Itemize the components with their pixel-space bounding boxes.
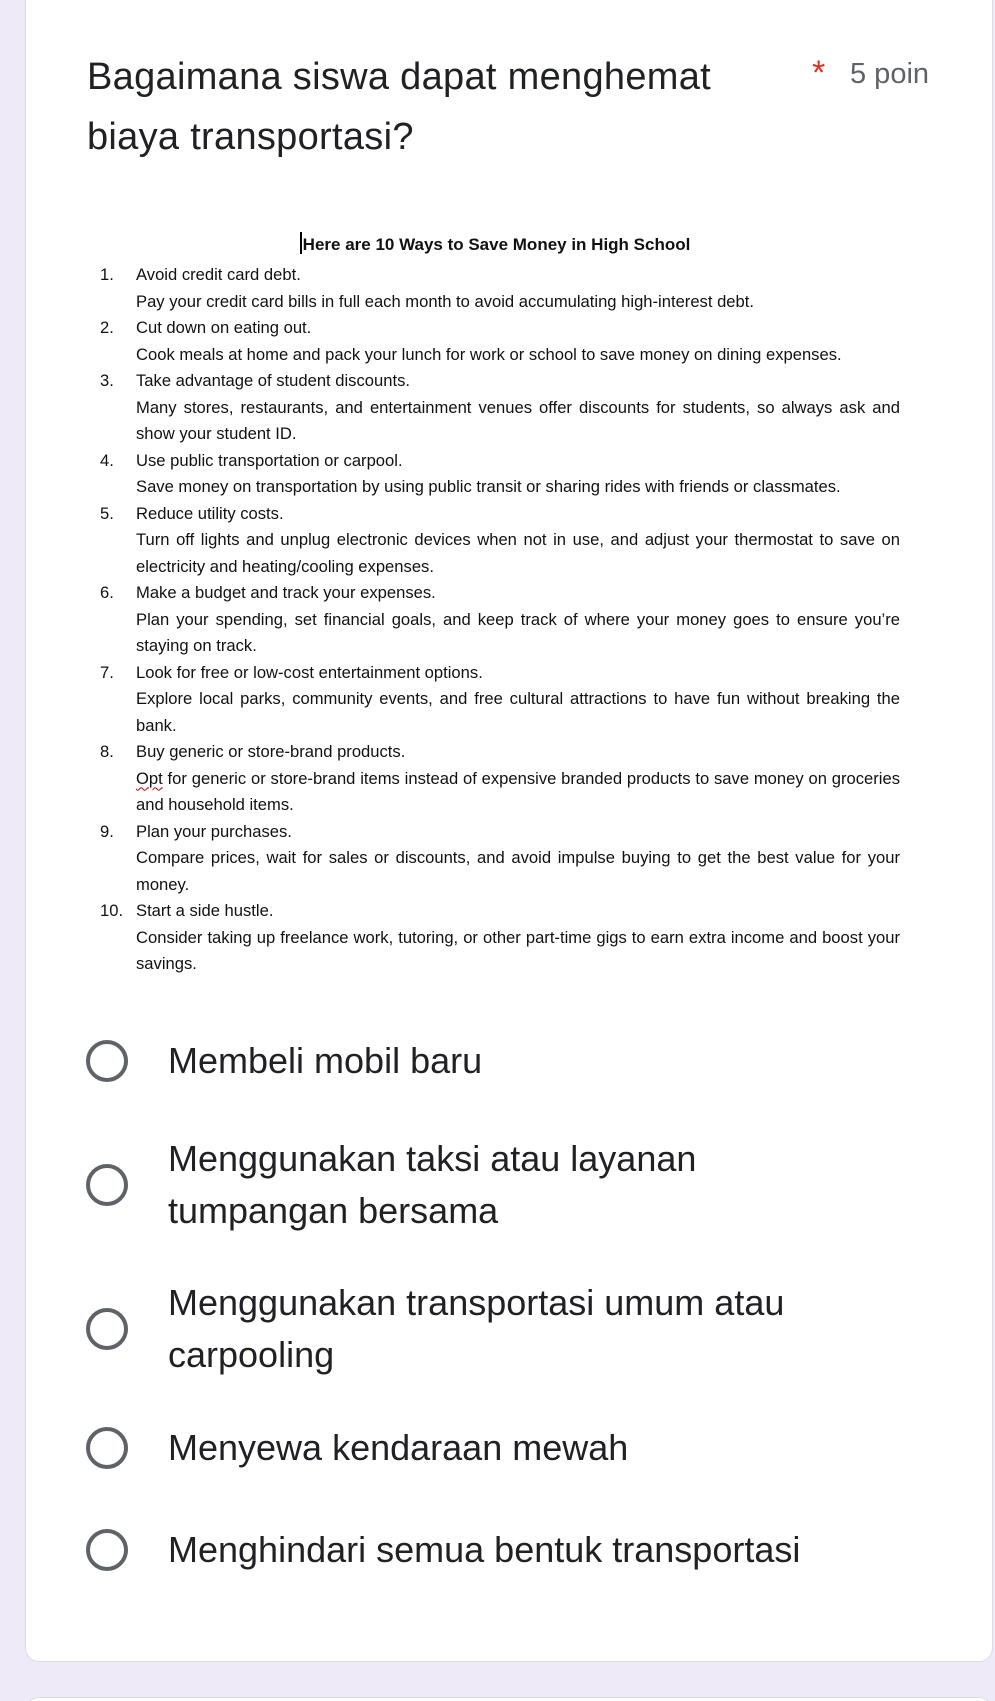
tip-heading: Take advantage of student discounts. [136, 371, 410, 390]
option-menghindari-transportasi[interactable] [86, 1524, 946, 1576]
tip-number: 7. [100, 662, 114, 682]
tip-heading: Cut down on eating out. [136, 318, 312, 337]
radio-button[interactable] [86, 1308, 128, 1350]
list-item [100, 262, 900, 315]
tip-description: Plan your spending, set financial goals, and keep track of where your money goes to ensure you’re staying on track. [136, 609, 900, 655]
option-membeli-mobil-baru[interactable] [86, 1035, 946, 1087]
points-label: 5 poin [850, 58, 930, 90]
option-label[interactable]: Membeli mobil baru [168, 1040, 483, 1081]
tip-heading: Make a budget and track your expenses. [136, 583, 436, 602]
question-title: Bagaimana siswa dapat menghemat biaya transportasi? [87, 56, 711, 158]
list-item [100, 739, 900, 819]
option-taksi-layanan-tumpangan[interactable] [86, 1133, 946, 1237]
tip-number: 8. [100, 742, 114, 761]
next-question-card [25, 1697, 993, 1701]
tip-description: Explore local parks, community events, and free cultural attractions to have fun without breaking the bank. [136, 689, 900, 735]
tip-description: Save money on transportation by using public transit or sharing rides with friends or classmates. [136, 477, 841, 496]
tip-description: Consider taking up freelance work, tutoring, or other part-time gigs to earn extra income and boost your savings. [136, 927, 900, 973]
radio-button[interactable] [86, 1529, 128, 1571]
tip-description: Cook meals at home and pack your lunch for work or school to save money on dining expenses. [136, 344, 842, 364]
list-item [100, 660, 900, 740]
radio-button[interactable] [86, 1427, 128, 1469]
tip-heading: Avoid credit card debt. [136, 265, 301, 284]
tip-description: Turn off lights and unplug electronic devices when not in use, and adjust your thermostat to save on electricity and heating/cooling expenses. [136, 530, 900, 576]
tip-number: 5. [100, 503, 114, 523]
list-item [100, 315, 900, 368]
spellcheck-word: Opt [136, 768, 163, 788]
tip-number: 2. [100, 318, 114, 337]
list-item [100, 448, 900, 501]
list-item [100, 580, 900, 660]
radio-button[interactable] [86, 1040, 128, 1082]
required-marker: * [812, 54, 826, 92]
tip-heading: Reduce utility costs. [136, 503, 284, 523]
tip-number: 4. [100, 450, 114, 470]
option-label[interactable]: Menyewa kendaraan mewah [168, 1427, 629, 1468]
option-menyewa-kendaraan-mewah[interactable] [86, 1422, 946, 1474]
option-label[interactable]: Menggunakan transportasi umum atau carpooling [168, 1282, 785, 1375]
tip-number: 9. [100, 821, 114, 841]
tip-number: 3. [100, 371, 114, 390]
list-item [100, 819, 900, 899]
tip-description: Pay your credit card bills in full each month to avoid accumulating high-interest debt. [136, 291, 754, 311]
tip-description: Compare prices, wait for sales or discounts, and avoid impulse buying to get the best value for your money. [136, 848, 900, 894]
question-image [100, 228, 900, 978]
tip-heading: Buy generic or store-brand products. [136, 742, 406, 761]
tip-heading: Plan your purchases. [136, 821, 292, 841]
tip-description: Opt for generic or store-brand items instead of expensive branded products to save money on groceries and household items. [136, 768, 900, 814]
option-label[interactable]: Menghindari semua bentuk transportasi [168, 1529, 801, 1570]
tip-number: 1. [100, 265, 114, 284]
tip-description: Many stores, restaurants, and entertainment venues offer discounts for students, so always ask and show your student ID. [136, 397, 900, 443]
document-title: Here are 10 Ways to Save Money in High School [90, 228, 900, 262]
tip-heading: Start a side hustle. [136, 901, 274, 920]
tip-heading: Use public transportation or carpool. [136, 450, 403, 470]
tip-number: 10. [100, 901, 124, 920]
option-label[interactable]: Menggunakan taksi atau layanan tumpangan bersama [168, 1138, 697, 1231]
tip-heading: Look for free or low-cost entertainment options. [136, 662, 483, 682]
radio-button[interactable] [86, 1164, 128, 1206]
option-transportasi-umum-carpooling[interactable] [86, 1277, 946, 1381]
tip-number: 6. [100, 583, 114, 602]
list-item [100, 368, 900, 448]
list-item [100, 501, 900, 581]
text-cursor [300, 232, 302, 254]
list-item [100, 898, 900, 978]
